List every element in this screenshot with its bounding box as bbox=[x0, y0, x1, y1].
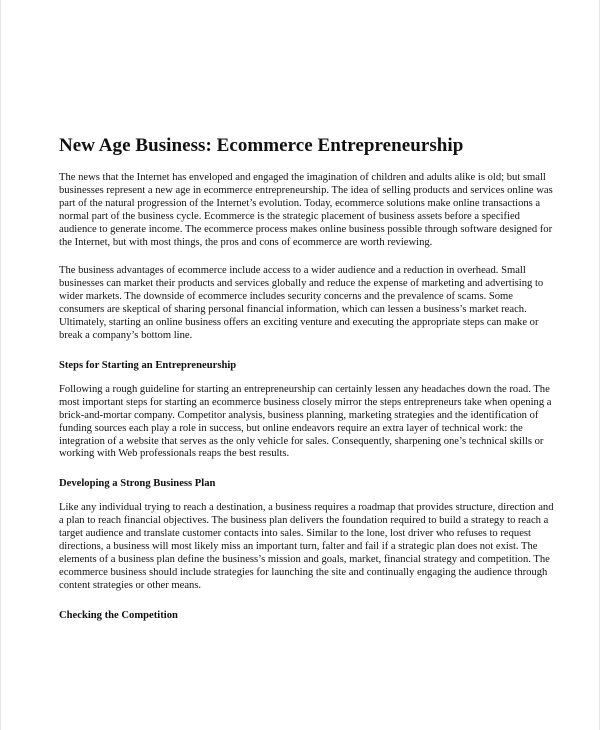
steps-paragraph: Following a rough guideline for starting an entrepreneurship can certainly lessen any headaches down the road. The most important steps for starting an ecommerce business closely mirror the steps entrepreneurs take when opening a brick-and-mortar company. Competitor analysis, business planning, marketing strategies and the identification of funding sources each play a role in success, but online endeavors require an extra layer of technical work: the integration of a website that serves as the only vehicle for sales. Consequently, sharpening one’s technical skills or working with Web professionals reaps the best results. bbox=[59, 383, 552, 460]
business-plan-paragraph: Like any individual trying to reach a destination, a business requires a roadmap that provides structure, direction and a plan to reach financial objectives. The business plan delivers the foundation required to build a strategy to reach a target audience and translate customer contacts into sales. Similar to the lone, lost driver who refuses to request directions, a business will most likely miss an important turn, falter and fail if a strategic plan does not exist. The elements of a business plan define the business’s mission and goals, market, financial strategy and competition. The ecommerce business should include strategies for launching the site and continually engaging the audience through content strategies or other means. bbox=[59, 502, 554, 591]
steps-heading: Steps for Starting an Entrepreneurship bbox=[59, 359, 237, 371]
document-body bbox=[59, 134, 559, 634]
business-plan-heading: Developing a Strong Business Plan bbox=[59, 478, 216, 490]
advantages-paragraph: The business advantages of ecommerce include access to a wider audience and a reduction in overhead. Small businesses can market their products and services globally and reduce the expense of marketing and advertising to wider markets. The downside of ecommerce includes security concerns and the prevalence of scams. Some consumers are skeptical of sharing personal financial information, which can lessen a business’s market reach. Ultimately, starting an online business offers an exciting venture and executing the appropriate steps can make or break a company’s bottom line. bbox=[59, 265, 544, 341]
intro-paragraph: The news that the Internet has enveloped and engaged the imagination of children and adults alike is old; but small businesses represent a new age in ecommerce entrepreneurship. The idea of selling products and services online was part of the natural progression of the Internet’s evolution. Today, ecommerce solutions make online transactions a normal part of the business cycle. Ecommerce is the strategic placement of business assets before a specified audience to generate income. The ecommerce process makes online business possible through software designed for the Internet, but with most things, the pros and cons of ecommerce are worth reviewing. bbox=[59, 172, 553, 248]
document-title: New Age Business: Ecommerce Entrepreneurship bbox=[59, 135, 464, 156]
competition-heading: Checking the Competition bbox=[59, 609, 178, 621]
